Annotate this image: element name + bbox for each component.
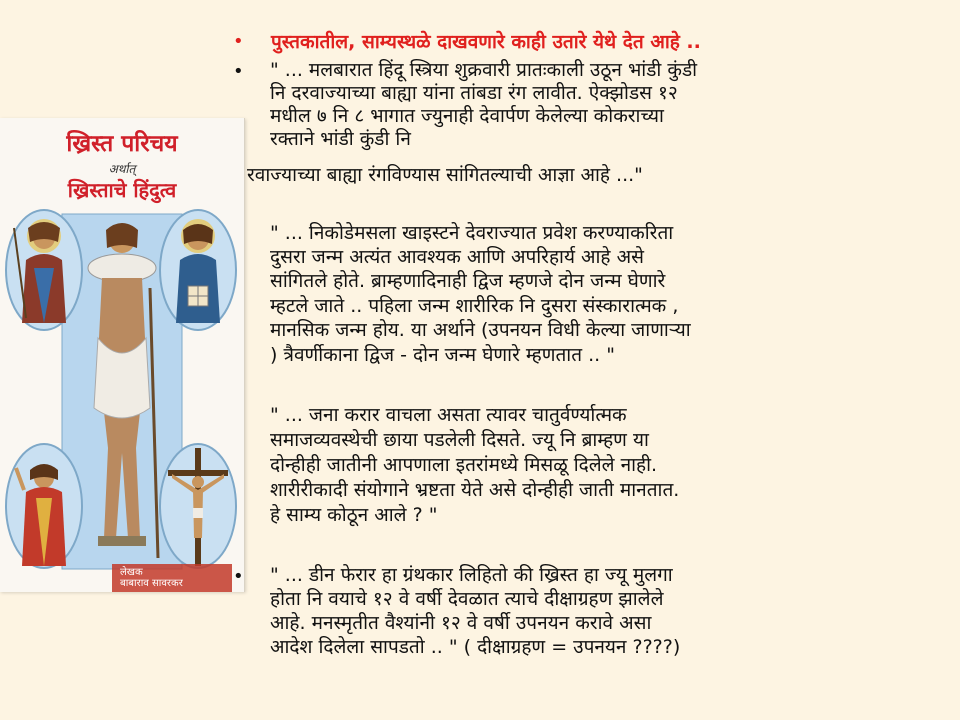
passage-2-line-2: दुसरा जन्म अत्यंत आवश्यक आणि अपरिहार्य आहे असे bbox=[270, 246, 644, 268]
passage-3-line-2: समाजव्यवस्थेची छाया पडलेली दिसते. ज्यू नि ब्राम्हण या bbox=[270, 429, 649, 451]
passage-1-line-3: मधील ७ नि ८ भागात ज्युनाही देवार्पण केलेल्या कोकराच्या bbox=[270, 105, 664, 127]
cover-author-label: लेखक bbox=[120, 567, 143, 578]
book-cover-image bbox=[0, 118, 245, 592]
passage-1-line-2: नि दरवाज्याच्या बाह्या यांना तांबडा रंग लावीत. ऐक्झोडस १२ bbox=[270, 82, 678, 104]
passage-2-line-5: मानसिक जन्म होय. या अर्थाने (उपनयन विधी केल्या जाणाऱ्या bbox=[270, 319, 691, 341]
slide-heading: पुस्तकातील, साम्यस्थळे दाखवणारे काही उतारे येथे देत आहे .. bbox=[271, 31, 701, 53]
cover-subtitle-connector: अर्थात् bbox=[108, 162, 136, 176]
passage-1-line-4: रक्ताने भांडी कुंडी नि bbox=[270, 128, 411, 150]
passage-3-line-3: दोन्हीही जातीनी आपणाला इतरांमध्ये मिसळू दिलेले नाही. bbox=[270, 454, 658, 476]
passage-4-line-4: आदेश दिलेला सापडतो .. " ( दीक्षाग्रहण = उपनयन ????) bbox=[270, 636, 681, 658]
cover-subtitle: ख्रिस्ताचे हिंदुत्व bbox=[67, 178, 177, 202]
passage-2-line-3: सांगितले होते. ब्राम्हणादिनाही द्विज म्हणजे दोन जन्म घेणारे bbox=[270, 270, 666, 292]
bullet-passage-4: • bbox=[233, 566, 244, 587]
passage-3-line-5: हे साम्य कोठून आले ? " bbox=[270, 504, 438, 526]
passage-1-line-5: रवाज्याच्या बाह्या रंगविण्यास सांगितल्याची आज्ञा आहे ..." bbox=[247, 164, 643, 186]
passage-4-line-2: होता नि वयाचे १२ वे वर्षी देवळात त्याचे दीक्षाग्रहण झालेले bbox=[270, 588, 664, 610]
cover-title: ख्रिस्त परिचय bbox=[66, 131, 178, 157]
passage-4-line-3: आहे. मनस्मृतीत वैश्यांनी १२ वे वर्षी उपनयन करावे असा bbox=[270, 612, 652, 634]
cover-author bbox=[120, 567, 244, 589]
passage-2-line-6: ) त्रैवर्णीकाना द्विज - दोन जन्म घेणारे म्हणतात .. " bbox=[270, 344, 615, 366]
passage-4-line-1: " ... डीन फेरार हा ग्रंथकार लिहितो की ख्रिस्त हा ज्यू मुलगा bbox=[270, 564, 673, 586]
bullet-passage-1: • bbox=[233, 61, 244, 82]
passage-2-line-4: म्हटले जाते .. पहिला जन्म शारीरिक नि दुसरा संस्कारात्मक , bbox=[270, 295, 679, 317]
passage-1-line-1: " ... मलबारात हिंदू स्त्रिया शुक्रवारी प्रातःकाली उठून भांडी कुंडी bbox=[270, 59, 698, 81]
passage-2-line-1: " ... निकोडेमसला खाइस्टने देवराज्यात प्रवेश करण्याकरिता bbox=[270, 222, 674, 244]
passage-3-line-1: " ... जना करार वाचला असता त्यावर चातुर्वर्ण्यात्मक bbox=[270, 404, 627, 426]
passage-3-line-4: शारीरीकादी संयोगाने भ्रष्टता येते असे दोन्हीही जाती मानतात. bbox=[270, 479, 680, 501]
bullet-heading: • bbox=[233, 31, 244, 52]
cover-author-name: बाबाराव सावरकर bbox=[120, 578, 183, 589]
